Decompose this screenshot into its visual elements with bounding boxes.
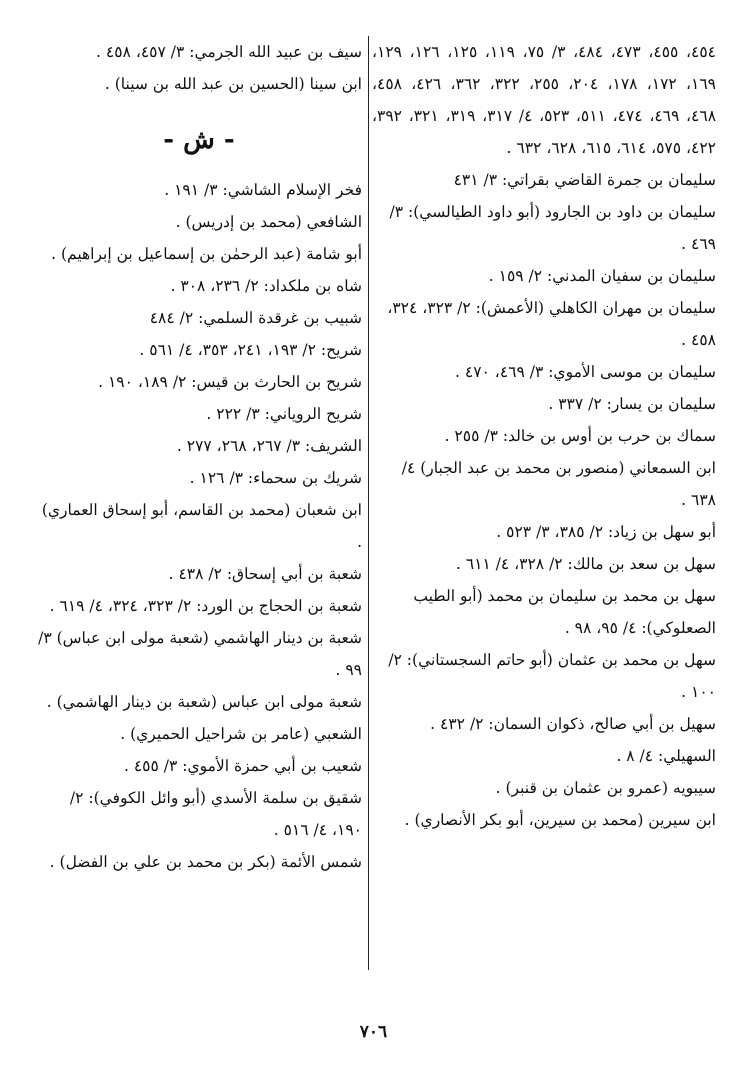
page-number: ٧٠٦	[359, 1022, 388, 1042]
index-entry: شعبة مولى ابن عباس (شعبة بن دينار الهاشمي) .	[46, 693, 362, 711]
index-entry: سليمان بن يسار: ٢/ ٣٣٧ .	[548, 395, 716, 413]
index-entry: ابن سينا (الحسين بن عبد الله بن سينا) .	[104, 75, 362, 93]
index-entry: شمس الأئمة (بكر بن محمد بن علي بن الفضل) .	[49, 853, 362, 871]
index-entry: ٤٥٤، ٤٥٥، ٤٧٣، ٤٨٤، ٣/ ٧٥، ١١٩، ١٢٥، ١٢٦، ١٢٩، ١٦٩، ١٧٢، ١٧٨، ٢٠٤، ٢٥٥، ٣٢٢، ٣٦٢، ٤٢٦، ٤٥٨، ٤٦٨، ٤٦٩، ٤٧٤، ٥١١، ٥٢٣، ٤/ ٣١٧، ٣١٩، ٣٢١، ٣٩٢، ٤٢٢، ٥٧٥، ٦١٤، ٦١٥، ٦٢٨، ٦٣٢ .	[372, 43, 717, 157]
index-entry: ابن شعبان (محمد بن القاسم، أبو إسحاق العماري) .	[41, 501, 362, 551]
index-entry: شبيب بن غرقدة السلمي: ٢/ ٤٨٤	[149, 309, 362, 327]
index-entry: شعبة بن دينار الهاشمي (شعبة مولى ابن عباس) ٣/ ٩٩ .	[38, 629, 362, 679]
index-entry: سهيل بن أبي صالح، ذكوان السمان: ٢/ ٤٣٢ .	[430, 715, 716, 733]
index-entry: سليمان بن مهران الكاهلي (الأعمش): ٢/ ٣٢٣، ٣٢٤، ٤٥٨ .	[387, 299, 716, 349]
section-heading: - ش -	[163, 125, 235, 155]
index-entry: شعيب بن أبي حمزة الأموي: ٣/ ٤٥٥ .	[123, 757, 362, 775]
index-entry: سليمان بن سفيان المدني: ٢/ ١٥٩ .	[488, 267, 716, 285]
index-entry: ابن سيرين (محمد بن سيرين، أبو بكر الأنصاري) .	[404, 811, 716, 829]
index-entry: شاه بن ملكداد: ٢/ ٢٣٦، ٣٠٨ .	[170, 277, 362, 295]
index-entry: شريح: ٢/ ١٩٣، ٢٤١، ٣٥٣، ٤/ ٥٦١ .	[139, 341, 362, 359]
index-entry: سليمان بن موسى الأموي: ٣/ ٤٦٩، ٤٧٠ .	[455, 363, 716, 381]
index-entry: أبو سهل بن زياد: ٢/ ٣٨٥، ٣/ ٥٢٣ .	[496, 523, 716, 541]
index-entry: سهل بن سعد بن مالك: ٢/ ٣٢٨، ٤/ ٦١١ .	[455, 555, 716, 573]
column-divider	[368, 36, 369, 970]
index-entry: شريح الروياني: ٣/ ٢٢٢ .	[206, 405, 362, 423]
index-entry: شريح بن الحارث بن قيس: ٢/ ١٨٩، ١٩٠ .	[98, 373, 362, 391]
index-entry: سهل بن محمد بن عثمان (أبو حاتم السجستاني): ٢/ ١٠٠ .	[388, 651, 716, 701]
left-column	[36, 36, 362, 878]
index-entry: ابن السمعاني (منصور بن محمد بن عبد الجبار) ٤/ ٦٣٨ .	[401, 459, 716, 509]
index-entry: أبو شامة (عبد الرحمٰن بن إسماعيل بن إبراهيم) .	[51, 245, 362, 263]
index-entry: الشعبي (عامر بن شراحيل الحميري) .	[120, 725, 362, 743]
index-entry: سيف بن عبيد الله الجرمي: ٣/ ٤٥٧، ٤٥٨ .	[96, 43, 362, 61]
index-entry: شقيق بن سلمة الأسدي (أبو وائل الكوفي): ٢/ ١٩٠، ٤/ ٥١٦ .	[69, 789, 362, 839]
index-entry: الشافعي (محمد بن إدريس) .	[175, 213, 362, 231]
index-entry: شعبة بن أبي إسحاق: ٢/ ٤٣٨ .	[168, 565, 362, 583]
index-entry: فخر الإسلام الشاشي: ٣/ ١٩١ .	[164, 181, 362, 199]
index-entry: سماك بن حرب بن أوس بن خالد: ٣/ ٢٥٥ .	[444, 427, 716, 445]
index-entry: شريك بن سحماء: ٣/ ١٢٦ .	[189, 469, 362, 487]
index-entry: سهل بن محمد بن سليمان بن محمد (أبو الطيب الصعلوكي): ٤/ ٩٥، ٩٨ .	[413, 587, 716, 637]
right-column	[372, 36, 716, 836]
index-entry: السهيلي: ٤/ ٨ .	[616, 747, 716, 765]
index-entry: سيبويه (عمرو بن عثمان بن قنبر) .	[495, 779, 716, 797]
index-entry: شعبة بن الحجاج بن الورد: ٢/ ٣٢٣، ٣٢٤، ٤/ ٦١٩ .	[49, 597, 362, 615]
index-entry: سليمان بن داود بن الجارود (أبو داود الطيالسي): ٣/ ٤٦٩ .	[389, 203, 716, 253]
index-entry: الشريف: ٣/ ٢٦٧، ٢٦٨، ٢٧٧ .	[176, 437, 362, 455]
index-entry: سليمان بن جمرة القاضي بقراتي: ٣/ ٤٣١	[453, 171, 716, 189]
